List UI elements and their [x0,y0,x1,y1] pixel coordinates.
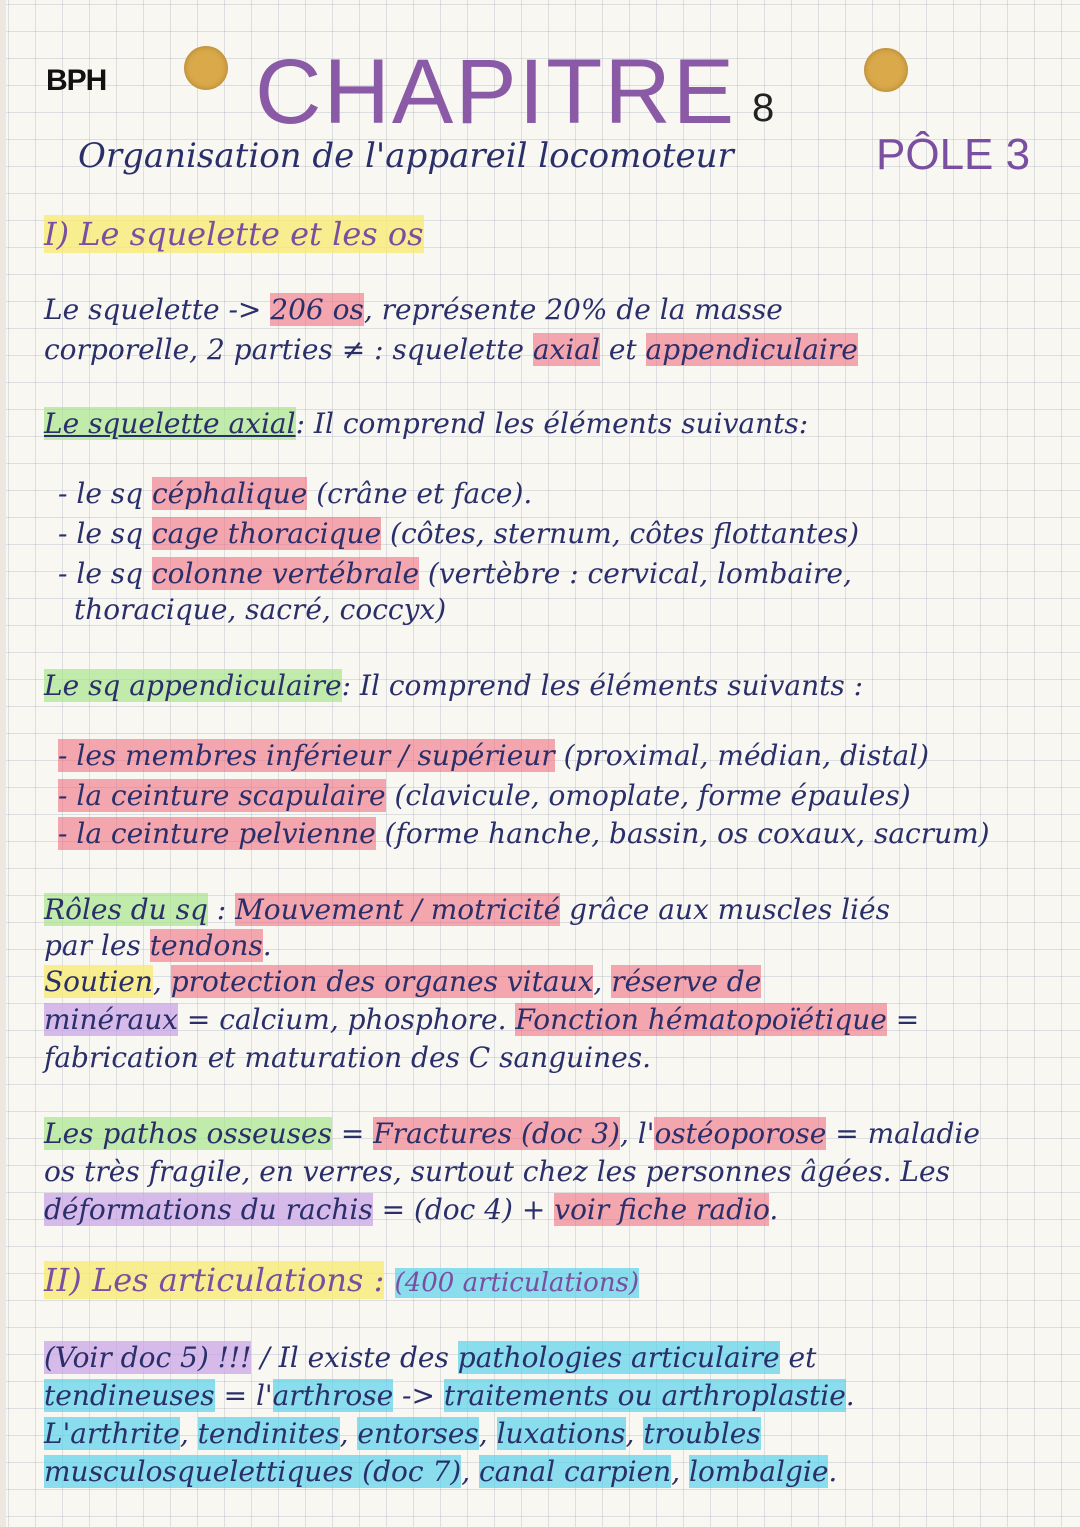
intro-line-1: Le squelette -> 206 os, représente 20% de la masse [44,293,783,326]
binder-hole-left [184,46,228,90]
axial-item: - le sq colonne vertébrale (vertèbre : cervical, lombaire, [58,557,852,590]
articulations-line-4: musculosquelettiques (doc 7), canal carpien, lombalgie. [44,1455,838,1488]
appendicular-item: - la ceinture scapulaire (clavicule, omoplate, forme épaules) [58,779,911,812]
chapter-subtitle: Organisation de l'appareil locomoteur [78,136,734,176]
roles-line-3: Soutien, protection des organes vitaux, réserve de [44,965,762,998]
pole-label: PÔLE 3 [876,130,1031,179]
section-1-heading: I) Le squelette et les os [44,215,424,253]
roles-line-5: fabrication et maturation des C sanguines. [44,1041,651,1074]
roles-line-4: minéraux = calcium, phosphore. Fonction hématopoïétique = [44,1003,920,1036]
chapter-number: 8 [752,86,775,130]
articulations-line-3: L'arthrite, tendinites, entorses, luxations, troubles [44,1417,761,1450]
articulations-line-1: (Voir doc 5) !!! / Il existe des pathologies articulaire et [44,1341,817,1374]
patho-line-3: déformations du rachis = (doc 4) + voir fiche radio. [44,1193,779,1226]
intro-line-2: corporelle, 2 parties ≠ : squelette axial et appendiculaire [44,333,858,366]
axial-item: - le sq céphalique (crâne et face). [58,477,533,510]
appendicular-item: - la ceinture pelvienne (forme hanche, bassin, os coxaux, sacrum) [58,817,990,850]
page-margin [0,0,6,1527]
roles-line-2: par les tendons. [44,929,272,962]
patho-line-2: os très fragile, en verres, surtout chez les personnes âgées. Les [44,1155,950,1188]
appendicular-item: - les membres inférieur / supérieur (proximal, médian, distal) [58,739,930,772]
axial-item-continuation: thoracique, sacré, coccyx) [74,593,447,626]
axial-heading-line: Le squelette axial: Il comprend les éléments suivants: [44,407,809,440]
binder-hole-right [864,48,908,92]
section-2-heading: II) Les articulations : (400 articulations) [44,1261,640,1299]
header-code: BPH [46,64,107,97]
axial-item: - le sq cage thoracique (côtes, sternum, côtes flottantes) [58,517,860,550]
articulations-line-2: tendineuses = l'arthrose -> traitements ou arthroplastie. [44,1379,855,1412]
chapter-title: CHAPITRE [255,41,737,143]
roles-line-1: Rôles du sq : Mouvement / motricité grâce aux muscles liés [44,893,890,926]
patho-line-1: Les pathos osseuses = Fractures (doc 3), l'ostéoporose = maladie [44,1117,980,1150]
appendicular-heading-line: Le sq appendiculaire: Il comprend les éléments suivants : [44,669,864,702]
